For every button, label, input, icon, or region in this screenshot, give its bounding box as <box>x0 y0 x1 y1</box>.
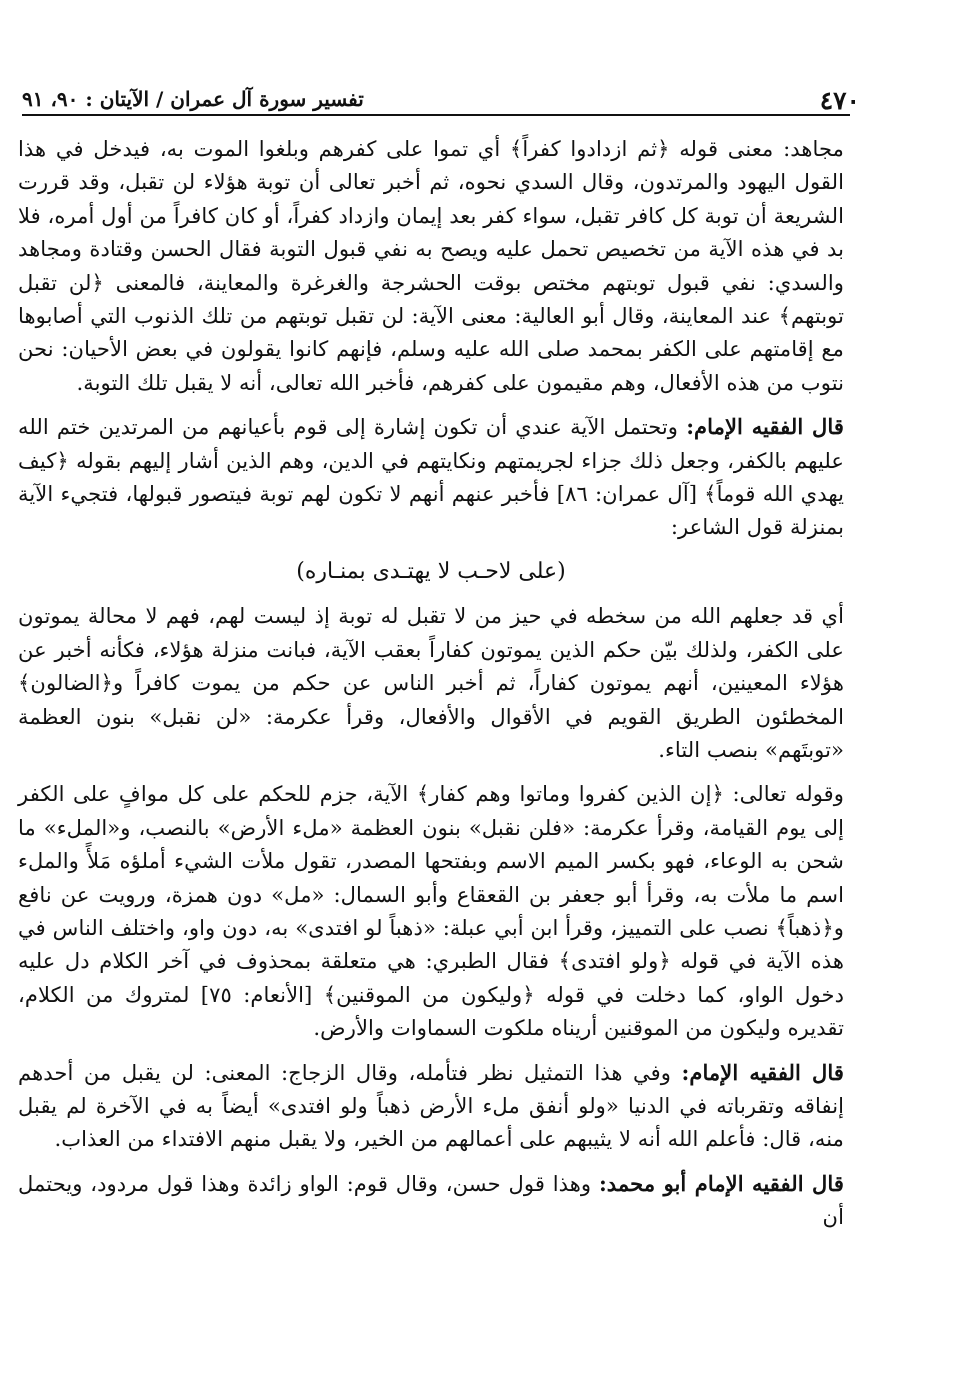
page-number: ٤٧٠ <box>819 86 860 115</box>
surah-title: تفسير سورة آل عمران / الآيتان : ٩٠، ٩١ <box>22 87 364 111</box>
paragraph-3 <box>18 599 844 766</box>
paragraph-5-text: وفي هذا التمثيل نظر فتأمله، وقال الزجاج: المعنى: لن يقبل من أحدهم إنفاقه وتقرباته في الدنيا «ولو أنفق ملء الأرض ذهباً ولو افتدى» أيضاً به في الآخرة لم يقبل منه، قال: فأعلم الله أنه لا يثيبهم على أعمالهم من الخير، ولا يقبل منهم الافتداء من العذاب. <box>18 1059 844 1152</box>
paragraph-6-text: وهذا قول حسن، وقال قوم: الواو زائدة وهذا قول مردود، ويحتمل أن <box>18 1170 844 1230</box>
paragraph-5-lead: قال الفقيه الإمام: <box>681 1059 844 1085</box>
paragraph-2 <box>18 410 844 544</box>
paragraph-5 <box>18 1056 844 1156</box>
paragraph-4-text: وقوله تعالى: ﴿إن الذين كفروا وماتوا وهم كفار﴾ الآية، جزم للحكم على كل موافٍ على الكفر إلى يوم القيامة، وقرأ عكرمة: «فلن نقبل» بنون العظمة «ملء الأرض» بالنصب، و«الملء» ما شحن به الوعاء، فهو بكسر الميم الاسم وبفتحها المصدر، تقول ملأت الشيء أملؤه مَلأً والملء اسم ما ملأت به، وقرأ أبو جعفر بن القعقاع وأبو السمال: «مل» دون همزة، ورويت عن نافع و﴿ذهباً﴾ نصب على التمييز، وقرأ ابن أبي عبلة: «ذهباً لو افتدى» به، دون واو، واختلف الناس في هذه الآية في قوله ﴿ولو افتدى﴾ فقال الطبري: هي متعلقة بمحذوف في آخر الكلام دل عليه دخول الواو، كما دخلت في قوله ﴿وليكون من الموقنين﴾ [الأنعام: ٧٥] لمتروك من الكلام، تقديره وليكون من الموقنين أريناه ملكوت السماوات والأرض. <box>18 781 845 1041</box>
paragraph-6-lead: قال الفقيه الإمام أبو محمد: <box>598 1170 844 1196</box>
paragraph-1 <box>18 132 844 399</box>
paragraph-1-text: مجاهد: معنى قوله ﴿ثم ازدادوا كفراً﴾ أي تموا على كفرهم وبلغوا الموت به، فيدخل في هذا القول اليهود والمرتدون، وقال السدي نحوه، ثم أخبر تعالى أن توبة هؤلاء لن تقبل، وقد قررت الشريعة أن توبة كل كافر تقبل، سواء كفر بعد إيمان وازداد كفراً، أو كان كافراً من أول أمره، فلا بد في هذه الآية من تخصيص تحمل عليه ويصح به نفي قبول التوبة فقال الحسن وقتادة ومجاهد والسدي: نفي قبول توبتهم مختص بوقت الحشرجة والغرغرة والمعاينة، فالمعنى ﴿لن تقبل توبتهم﴾ عند المعاينة، وقال أبو العالية: معنى الآية: لن تقبل توبتهم من تلك الذنوب التي أصابوها مع إقامتهم على الكفر بمحمد صلى الله عليه وسلم، فإنهم كانوا يقولون في بعض الأحيان: نحن نتوب من هذه الأفعال، وهم مقيمون على كفرهم، فأخبر الله تعالى، أنه لا يقبل تلك التوبة. <box>18 136 844 395</box>
paragraph-2-lead: قال الفقيه الإمام: <box>686 414 844 440</box>
paragraph-6 <box>18 1167 844 1234</box>
poetry-verse: (على لاحـب لا يهتـدى بمنـاره) <box>296 558 566 584</box>
paragraph-2-text: وتحتمل الآية عندي أن تكون إشارة إلى قوم بأعيانهم من المرتدين ختم الله عليهم بالكفر، وجعل ذلك جزاء لجريمتهم ونكايتهم في الدين، وهم الذين أشار إليهم بقوله ﴿كيف يهدي الله قوماً﴾ [آل عمران: ٨٦] فأخبر عنهم أنهم لا تكون لهم توبة فيتصور قبولها، فتجيء الآية بمنزلة قول الشاعر: <box>18 414 844 540</box>
commentary-body <box>18 132 844 1234</box>
paragraph-4 <box>18 777 844 1044</box>
paragraph-3-text: أي قد جعلهم الله من سخطه في حيز من لا تقبل له توبة إذ ليست لهم، فهم لا محالة يموتون على الكفر، ولذلك بيّن حكم الذين يموتون كفاراً بعقب الآية، فبانت منزلة هؤلاء، فكأنه أخبر عن هؤلاء المعينين، أنهم يموتون كفاراً، ثم أخبر الناس عن حكم من يموت كافراً و﴿الضالون﴾ المخطئون الطريق القويم في الأقوال والأفعال، وقرأ عكرمة: «لن نقبل» بنون العظمة «توبتَهم» بنصب التاء. <box>18 603 844 762</box>
